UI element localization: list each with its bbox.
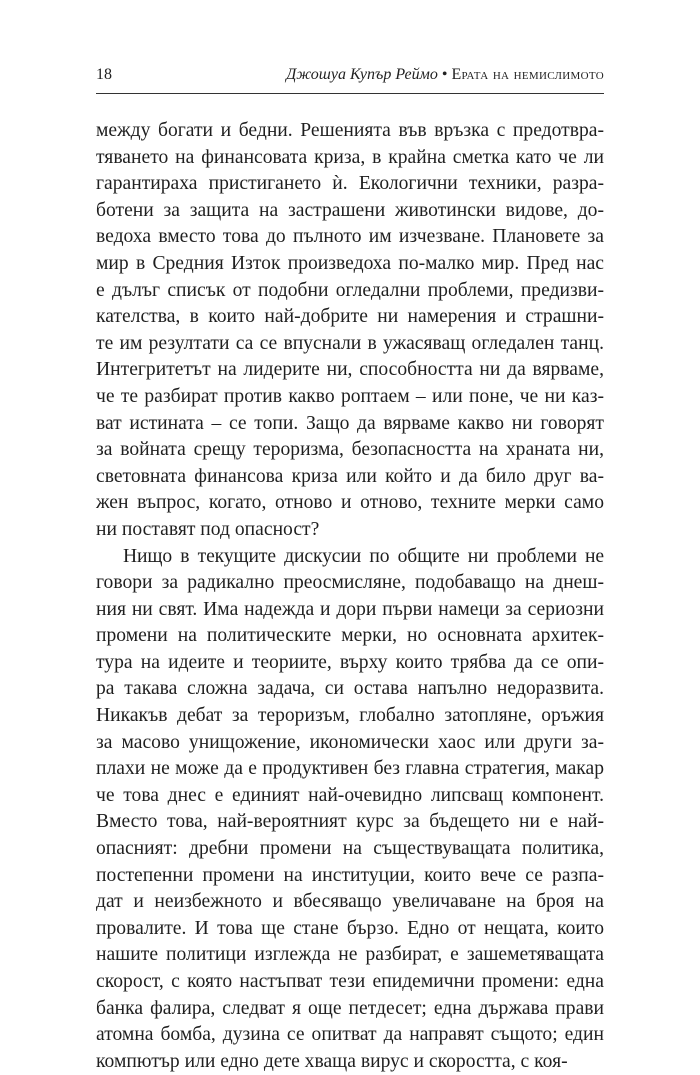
text-line: скорост, с която настъпват тези епидемични промени: една (96, 971, 604, 992)
text-line: банка фалира, следват я още петдесет; една държава прави (96, 997, 604, 1019)
text-line: че това днес е единият най-очевидно липсващ компонент. (96, 784, 604, 806)
text-line: ни поставят под опасност? (96, 518, 320, 540)
text-line: мир в Средния Изток произведоха по-малко мир. Пред нас (96, 252, 604, 274)
text-line: тяването на финансовата криза, в крайна сметка като че ли (96, 146, 604, 168)
text-line: ра такава сложна задача, си остава напълно недоразвита. (96, 678, 604, 700)
text-line: Вместо това, най-вероятният курс за бъдещето ни е най- (96, 811, 604, 833)
header-book-title: Ерата на немислимото (451, 66, 604, 83)
text-line: дат и неизбежното и вбесяващо увеличаване на броя на (96, 891, 604, 913)
text-line: говори за радикално преосмисляне, подобаващо на днеш- (96, 572, 604, 594)
header-right (286, 66, 604, 84)
text-line: за масово унищожение, икономически хаос или други за- (96, 731, 604, 753)
text-line: нашите политици изглежда не разбират, е зашеметяващата (96, 944, 604, 966)
running-header (96, 66, 604, 90)
text-line: опасният: дребни промени на съществуващата политика, (96, 838, 604, 860)
text-line: между богати и бедни. Решенията във връзка с предотвра- (96, 120, 604, 141)
header-author: Джошуа Купър Реймо (286, 66, 438, 83)
text-line: за войната срещу тероризма, безопасността на храната ни, (96, 439, 604, 461)
text-line: жен въпрос, когато, отново и отново, техните мерки само (96, 492, 604, 514)
text-line: те им резултати са се впуснали в ужасяващ огледален танц. (96, 332, 604, 354)
text-line: постепенни промени на институции, които вече се разпа- (96, 864, 604, 886)
text-line: кателства, в които най-добрите ни намерения и страшни- (96, 306, 604, 328)
text-line: световната финансова криза или който и да било друг ва- (96, 465, 604, 487)
header-separator: • (441, 66, 448, 83)
text-line: ния ни свят. Има надежда и дори първи намеци за сериозни (96, 598, 604, 620)
text-line: ботени за защита на застрашени животински видове, до- (96, 199, 604, 221)
text-line: промени на политическите мерки, но основната архитек- (96, 625, 604, 647)
text-line: провалите. И това ще стане бързо. Едно от нещата, които (96, 917, 604, 939)
header-rule (96, 93, 604, 94)
text-line: гарантираха пристигането ѝ. Екологични техники, разра- (96, 173, 604, 195)
text-line: плахи не може да е продуктивен без главна стратегия, макар (96, 758, 604, 780)
paragraph (96, 544, 604, 1075)
text-line: ват истината – се топи. Защо да вярваме какво ни говорят (96, 412, 604, 434)
text-line: компютър или едно дете хваща вирус и скоростта, с коя- (96, 1050, 568, 1072)
text-line: Никакъв дебат за тероризъм, глобално затопляне, оръжия (96, 705, 604, 727)
text-line: атомна бомба, дузина се опитват да направят същото; един (96, 1024, 604, 1046)
text-line: е дълъг списък от подобни огледални проблеми, предизви- (96, 279, 604, 301)
text-line: Интегритетът на лидерите ни, способността ни да вярваме, (96, 359, 604, 381)
text-line: тура на идеите и теориите, върху които трябва да се опи- (96, 651, 604, 673)
page-number: 18 (96, 66, 112, 83)
paragraph (96, 118, 604, 544)
text-line: че те разбират против какво роптаем – или поне, че ни каз- (96, 385, 604, 407)
text-line: Нищо в текущите дискусии по общите ни проблеми не (123, 545, 604, 567)
text-line: ведоха вместо това до пълното им изчезване. Плановете за (96, 226, 604, 248)
body-text (96, 118, 604, 1075)
